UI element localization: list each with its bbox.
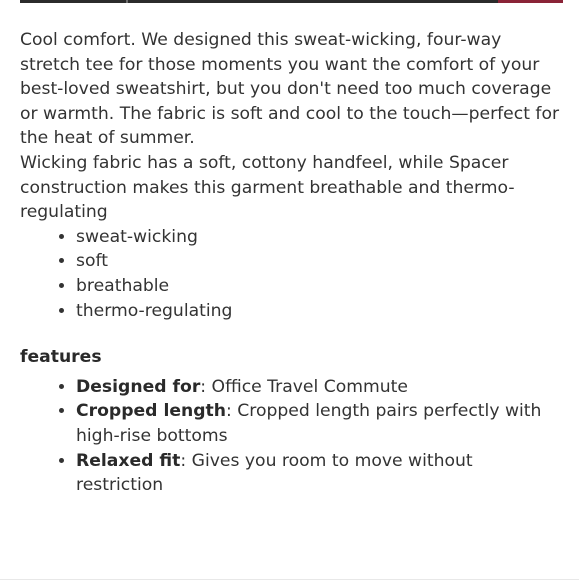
feature-name: Designed for [76,376,201,397]
tab-divider [126,0,128,3]
product-details [20,28,565,498]
feature-text: : Gives you room to move without restriction [76,450,473,496]
fabric-benefits-list [20,225,565,323]
list-item: • sweat-wicking [76,225,565,250]
feature-item [76,399,565,448]
description-paragraph: Cool comfort. We designed this sweat-wicking, four-way stretch tee for those moments you want the comfort of your best-loved sweatshirt, but you don't need too much coverage or warmth. The fabric is soft and cool to the touch—perfect for the heat of summer. [20,30,560,149]
features-list [20,375,565,498]
list-item: • soft [76,249,565,274]
feature-item [76,449,565,498]
feature-name: Cropped length [76,401,226,422]
feature-item [76,375,565,400]
list-item: • thermo-regulating [76,299,565,324]
feature-text: : Cropped length pairs perfectly with high-rise bottoms [76,401,542,446]
feature-text: : Office Travel Commute [200,376,408,397]
feature-name: Relaxed fit [76,450,181,471]
active-tab-indicator [498,0,563,3]
top-tab-bar [20,0,563,3]
fabric-paragraph: Wicking fabric has a soft, cottony handfeel, while Spacer construction makes this garment breathable and thermo-regulating [20,152,515,223]
features-heading: features [20,347,102,368]
list-item: • breathable [76,274,565,299]
